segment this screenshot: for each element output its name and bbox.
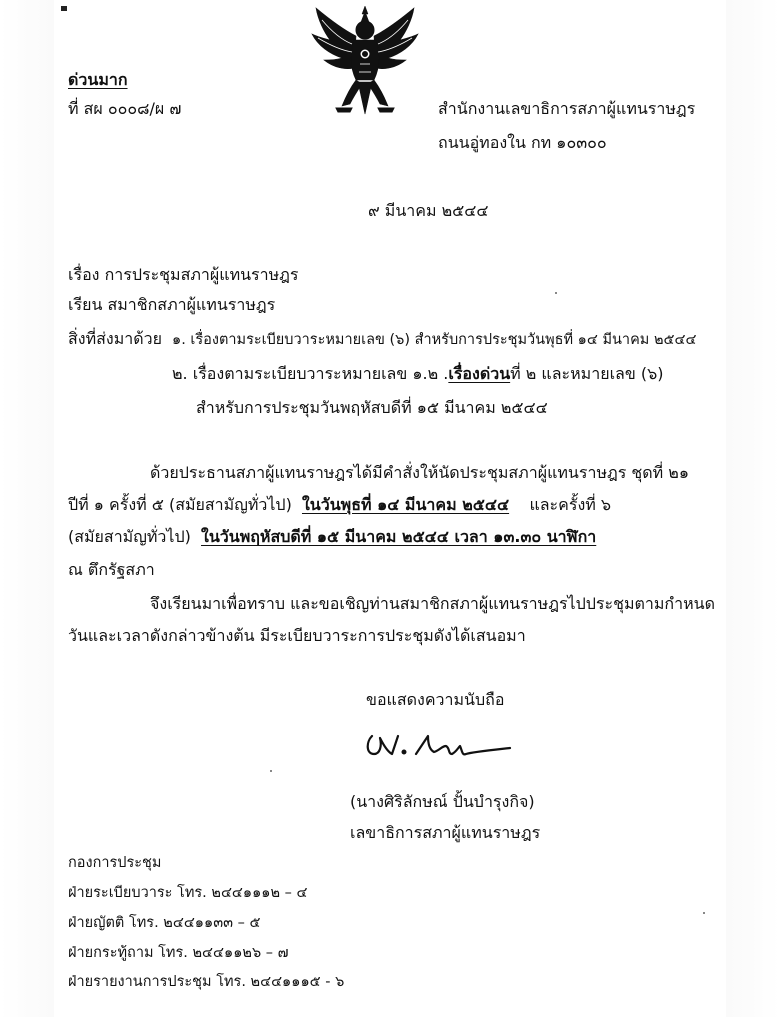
signatory-name: (นางศิริลักษณ์ ปั้นบำรุงกิจ) (350, 792, 535, 811)
reference-number: ที่ สผ ๐๐๐๘/ผ ๗ (68, 99, 182, 118)
contact-line: ฝ่ายกระทู้ถาม โทร. ๒๔๔๑๑๒๖ – ๗ (68, 945, 289, 961)
body-line: วันและเวลาดังกล่าวข้างต้น มีระเบียบวาระการประชุมดังได้เสนอมา (68, 626, 526, 645)
subject-line: เรื่อง การประชุมสภาผู้แทนราษฎร (68, 265, 299, 284)
enclosure-item-2 (172, 364, 664, 384)
body-line: ณ ตึกรัฐสภา (68, 560, 155, 579)
closing-line: ขอแสดงความนับถือ (366, 690, 505, 709)
body-line: ด้วยประธานสภาผู้แทนราษฎรได้มีคำสั่งให้นัดประชุมสภาผู้แทนราษฎร ชุดที่ ๒๑ (150, 463, 689, 482)
scan-speck (703, 912, 705, 914)
contact-line: ฝ่ายรายงานการประชุม โทร. ๒๔๔๑๑๑๕ - ๖ (68, 974, 345, 990)
enclosure-item-1: ๑. เรื่องตามระเบียบวาระหมายเลข (๖) สำหรับการประชุมวันพุธที่ ๑๔ มีนาคม ๒๕๔๔ (172, 332, 697, 348)
meeting-date-2: ในวันพฤหัสบดีที่ ๑๕ มีนาคม ๒๕๔๔ เวลา ๑๓.๓๐ นาฬิกา (201, 527, 597, 546)
enclosure-item-2-text: ๒. เรื่องตามระเบียบวาระหมายเลข ๑.๒ . (172, 364, 449, 383)
contact-line: ฝ่ายญัตติ โทร. ๒๔๔๑๑๓๓ – ๕ (68, 915, 261, 931)
session-text: (สมัยสามัญทั่วไป) (68, 527, 191, 546)
addressee-line: เรียน สมาชิกสภาผู้แทนราษฎร (68, 295, 276, 314)
body-line (68, 495, 611, 515)
contact-line: ฝ่ายระเบียบวาระ โทร. ๒๔๔๑๑๑๒ – ๔ (68, 885, 308, 901)
session-text: และครั้งที่ ๖ (529, 495, 612, 514)
enclosures-label: สิ่งที่ส่งมาด้วย (68, 329, 162, 348)
sender-address: ถนนอู่ทองใน กท ๑๐๓๐๐ (438, 133, 607, 152)
scan-speck (555, 292, 557, 294)
body-line (68, 527, 596, 547)
scan-margin-right (726, 0, 780, 1017)
session-text: ปีที่ ๑ ครั้งที่ ๕ (สมัยสามัญทั่วไป) (68, 495, 292, 514)
sender-office: สำนักงานเลขาธิการสภาผู้แทนราษฎร (438, 99, 696, 118)
handwritten-signature (362, 728, 514, 764)
scan-margin (0, 0, 54, 1017)
enclosure-item-2-date: สำหรับการประชุมวันพฤหัสบดีที่ ๑๕ มีนาคม ๒๕๔๔ (196, 398, 548, 417)
scan-speck (270, 770, 272, 772)
body-line: จึงเรียนมาเพื่อทราบ และขอเชิญท่านสมาชิกสภาผู้แทนราษฎรไปประชุมตามกำหนด (150, 594, 715, 613)
signatory-title: เลขาธิการสภาผู้แทนราษฎร (350, 823, 541, 842)
scan-speck (61, 6, 67, 11)
contact-division: กองการประชุม (68, 855, 162, 871)
urgent-matter-label: เรื่องด่วน (448, 364, 511, 383)
garuda-emblem (306, 4, 424, 116)
meeting-date-1: ในวันพุธที่ ๑๔ มีนาคม ๒๕๔๔ (301, 495, 510, 514)
letter-date: ๙ มีนาคม ๒๕๔๔ (368, 201, 489, 220)
enclosure-item-2-tail: ที่ ๒ และหมายเลข (๖) (510, 364, 664, 383)
urgency-label: ด่วนมาก (68, 70, 128, 89)
